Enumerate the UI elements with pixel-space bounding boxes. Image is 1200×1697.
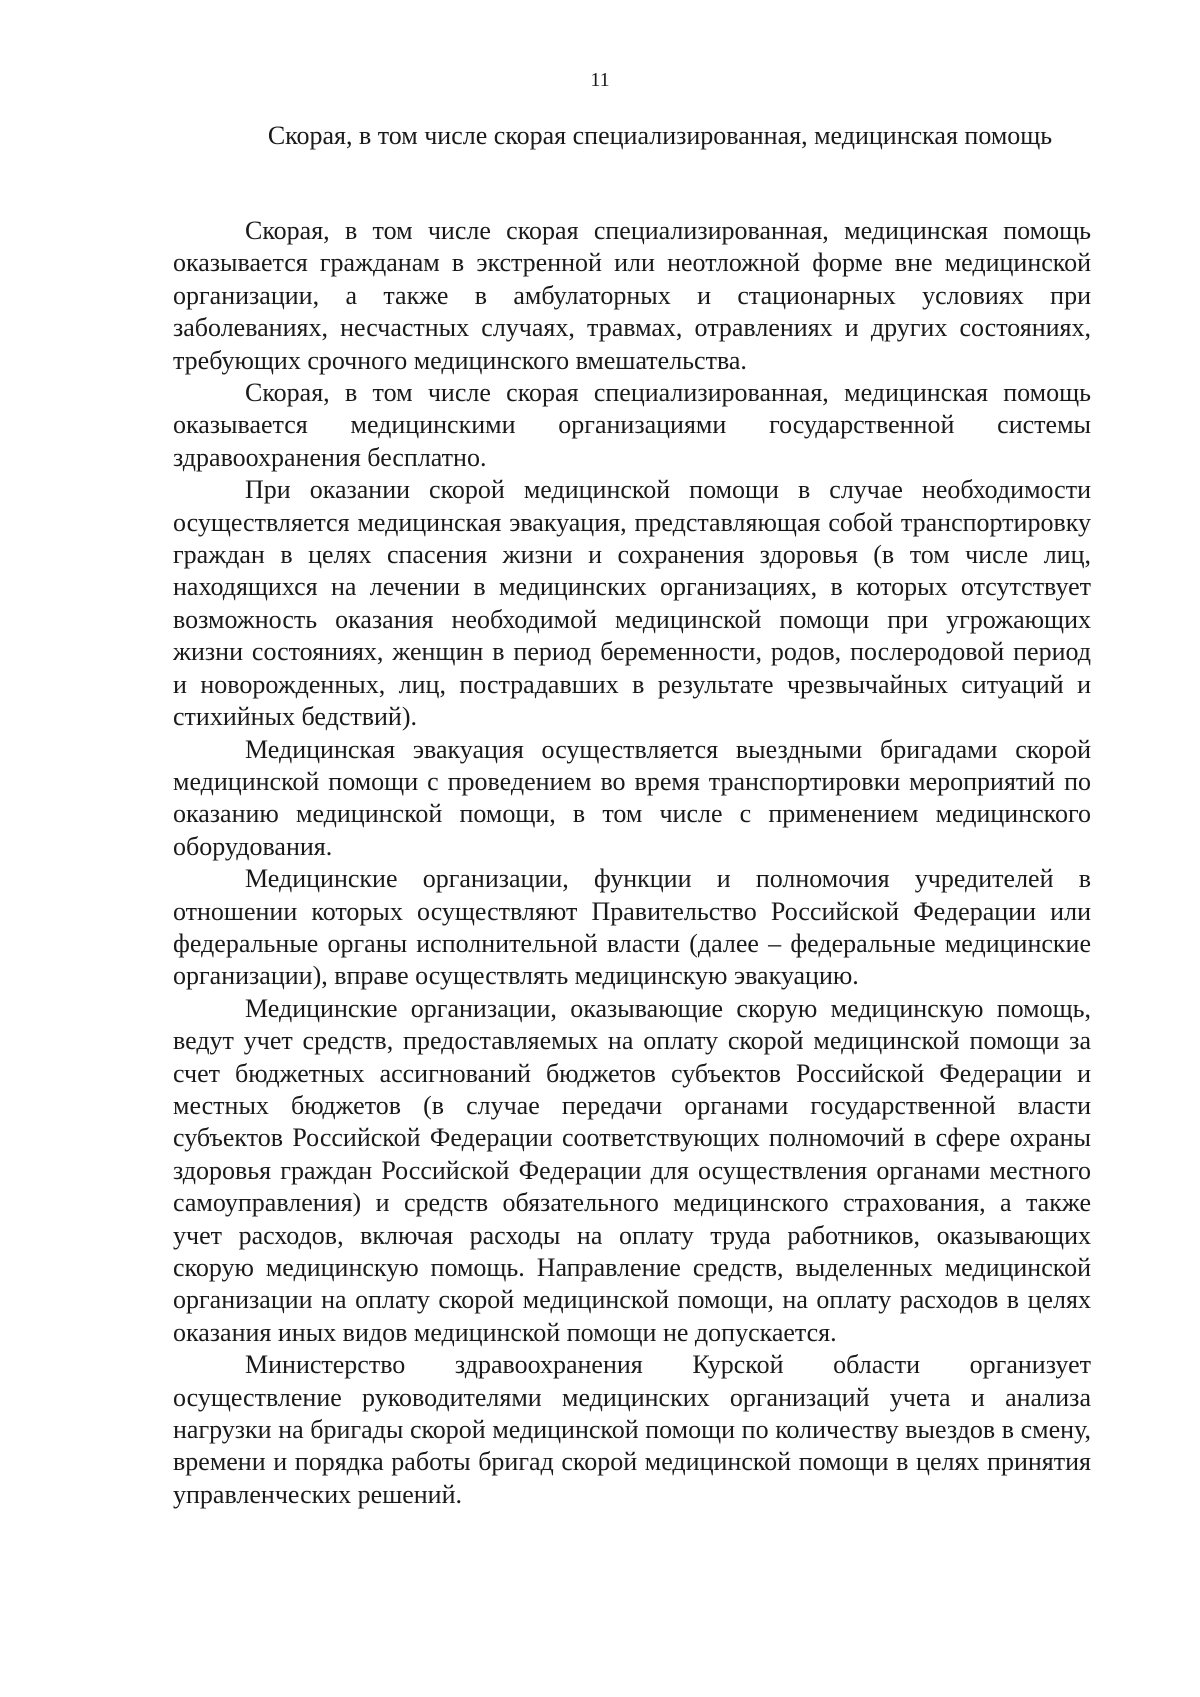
paragraph-1: Скорая, в том числе скорая специализированная, медицинская помощь оказывается гражданам в экстренной или неотложной форме вне медицинской организации, а также в амбулаторных и стационарных условиях при заболеваниях, несчастных случаях, травмах, отравлениях и других состояниях, требующих срочного медицинского вмешательства.	[173, 216, 1091, 375]
section-heading: Скорая, в том числе скорая специализированная, медицинская помощь	[267, 121, 1053, 150]
paragraph-4: Медицинская эвакуация осуществляется выездными бригадами скорой медицинской помощи с проведением во время транспортировки мероприятий по оказанию медицинской помощи, в том числе с применением медицинского оборудования.	[173, 734, 1091, 861]
page-number: 11	[590, 69, 610, 91]
paragraph-7: Министерство здравоохранения Курской области организует осуществление руководителями медицинских организаций учета и анализа нагрузки на бригады скорой медицинской помощи по количеству выездов в смену, времени и порядка работы бригад скорой медицинской помощи в целях принятия управленческих решений.	[173, 1350, 1091, 1509]
paragraph-5: Медицинские организации, функции и полномочия учредителей в отношении которых осуществляют Правительство Российской Федерации или федеральные органы исполнительной власти (далее – федеральные медицинские организации), вправе осуществлять медицинскую эвакуацию.	[173, 864, 1091, 991]
paragraph-2: Скорая, в том числе скорая специализированная, медицинская помощь оказывается медицинскими организациями государственной системы здравоохранения бесплатно.	[173, 378, 1091, 472]
document-body	[173, 215, 1091, 1511]
paragraph-6: Медицинские организации, оказывающие скорую медицинскую помощь, ведут учет средств, предоставляемых на оплату скорой медицинской помощи за счет бюджетных ассигнований бюджетов субъектов Российской Федерации и местных бюджетов (в случае передачи органами государственной власти субъектов Российской Федерации соответствующих полномочий в сфере охраны здоровья граждан Российской Федерации для осуществления органами местного самоуправления) и средств обязательного медицинского страхования, а также учет расходов, включая расходы на оплату труда работников, оказывающих скорую медицинскую помощь. Направление средств, выделенных медицинской организации на оплату скорой медицинской помощи, на оплату расходов в целях оказания иных видов медицинской помощи не допускается.	[173, 993, 1091, 1347]
paragraph-3: При оказании скорой медицинской помощи в случае необходимости осуществляется медицинская эвакуация, представляющая собой транспортировку граждан в целях спасения жизни и сохранения здоровья (в том числе лиц, находящихся на лечении в медицинских организациях, в которых отсутствует возможность оказания необходимой медицинской помощи при угрожающих жизни состояниях, женщин в период беременности, родов, послеродовой период и новорожденных, лиц, пострадавших в результате чрезвычайных ситуаций и стихийных бедствий).	[173, 475, 1091, 732]
